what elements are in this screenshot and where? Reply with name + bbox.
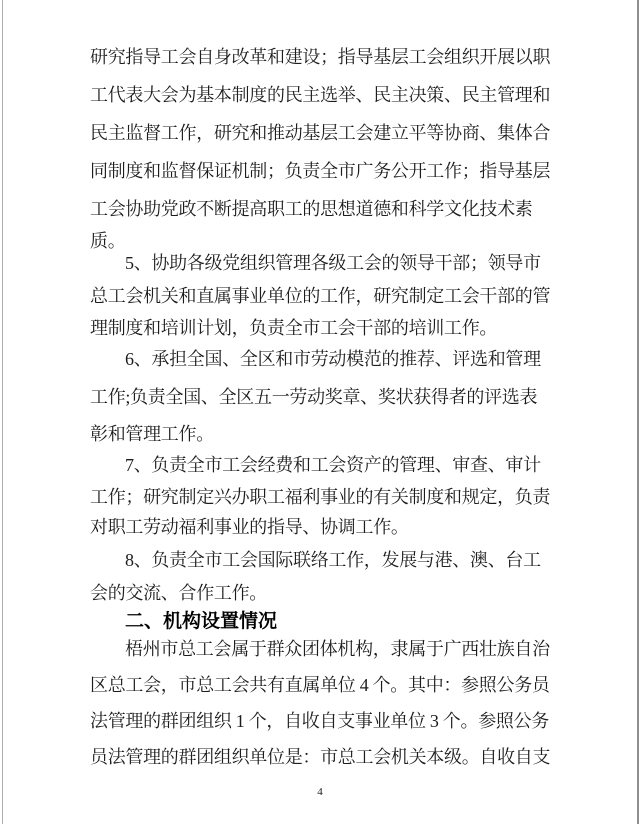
text-line: 梧州市总工会属于群众团体机构，隶属于广西壮族自治 bbox=[125, 639, 550, 659]
page-number: 4 bbox=[317, 786, 323, 798]
text-line: 质。 bbox=[90, 231, 126, 251]
text-line: 理制度和培训计划，负责全市工会干部的培训工作。 bbox=[90, 318, 498, 338]
text-line: 总工会机关和直属事业单位的工作，研究制定工会干部的管 bbox=[90, 286, 551, 306]
text-line: 5、协助各级党组织管理各级工会的领导干部；领导市 bbox=[125, 253, 541, 273]
text-line: 对职工劳动福利事业的指导、协调工作。 bbox=[90, 517, 409, 537]
text-line: 同制度和监督保证机制；负责全市广务公开工作；指导基层 bbox=[90, 161, 551, 181]
text-line: 会的交流、合作工作。 bbox=[90, 583, 267, 603]
text-line: 工会协助党政不断提高职工的思想道德和科学文化技术素 bbox=[90, 199, 533, 219]
text-line: 彰和管理工作。 bbox=[90, 424, 214, 444]
text-line: 8、负责全市工会国际联络工作，发展与港、澳、台工 bbox=[125, 550, 541, 570]
text-line: 工作;负责全国、全区五一劳动奖章、奖状获得者的评选表 bbox=[90, 387, 538, 407]
text-line: 区总工会，市总工会共有直属单位 4 个。其中：参照公务员 bbox=[90, 675, 550, 695]
text-line: 7、负责全市工会经费和工会资产的管理、审查、审计 bbox=[125, 455, 541, 475]
text-line: 法管理的群团组织 1 个，自收自支事业单位 3 个。参照公务 bbox=[90, 711, 549, 731]
text-line: 员法管理的群团组织单位是：市总工会机关本级。自收自支 bbox=[90, 747, 551, 767]
text-line: 工代表大会为基本制度的民主选举、民主决策、民主管理和 bbox=[90, 85, 551, 105]
text-line: 民主监督工作，研究和推动基层工会建立平等协商、集体合 bbox=[90, 123, 551, 143]
text-line: 研究指导工会自身改革和建设；指导基层工会组织开展以职 bbox=[90, 47, 551, 67]
text-line: 工作；研究制定兴办职工福利事业的有关制度和规定，负责 bbox=[90, 487, 551, 507]
section-heading: 二、机构设置情况 bbox=[125, 611, 278, 632]
page-edge-right bbox=[637, 0, 639, 824]
page-edge-left bbox=[2, 0, 3, 824]
text-line: 6、承担全国、全区和市劳动模范的推荐、评选和管理 bbox=[125, 349, 541, 369]
